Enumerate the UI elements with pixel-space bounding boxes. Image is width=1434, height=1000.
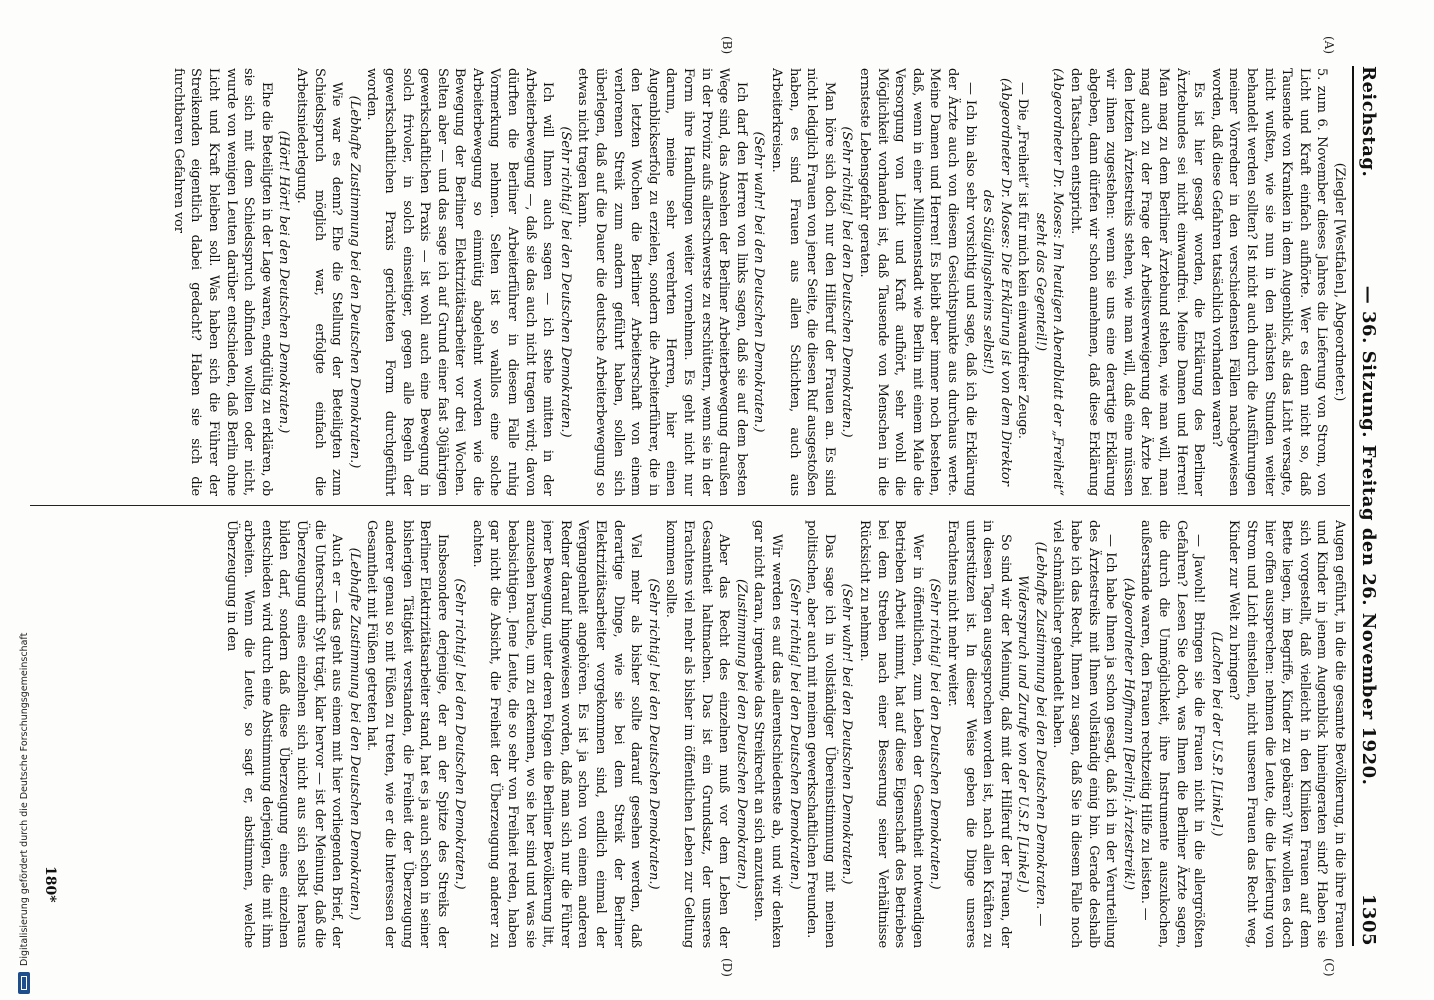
paragraph: So sind wir der Meinung, daß mit der Hilferuf der Frauen, der in diesen Tagen ausgesprochen worden ist, nach allen Kräften zu unterstützen ist. In dieser Weise geben die Dinge unseres Erachtens nicht mehr weiter. — [944, 520, 1013, 948]
paragraph: — Jawohl! Bringen sie die Frauen nicht in die allergrößten Gefahren? Lesen Sie doch, was Ihnen die Berliner Ärzte sagen, die durch die Unmöglichkeit, ihre Instrumente auszukochen, außerstande waren, den Frauen rechtzeitig Hilfe zu leisten. — — [1138, 520, 1207, 948]
interjection: (Sehr richtig! bei den Deutschen Demokraten.) — [786, 578, 802, 890]
paragraph: Wir werden es auf das allerentschiedenste ab, und wir denken gar nicht daran, irgendwie das Streikrecht an sich anzutasten. — [751, 520, 784, 948]
margin-marker-c: (C) — [1322, 958, 1336, 977]
header-rule — [1352, 66, 1354, 946]
paragraph: Insbesondere derjenige, der an der Spitze des Streiks der Berliner Elektrizitätsarbeiter stand, hat es ja auch schon in seiner bisherigen Tätigkeit verstanden, die Freiheit der Überzeugung anderer genau so mit Füßen zu treten, wie er die Interessen der Gesamtheit mit Füßen getreten hat. — [364, 520, 450, 948]
header-title: — 36. Sitzung. Freitag den 26. November 1920. — [1358, 285, 1379, 786]
interjection: (Hört! Hört! bei den Deutschen Demokraten.) — [276, 130, 292, 434]
interjection: (Abgeordneter Dr. Moses: Die Erklärung ist von dem Direktor des Säuglingsheims selbst!) — [980, 78, 1013, 486]
interjection: (Sehr richtig! bei den Deutschen Demokraten.) — [839, 126, 855, 438]
paragraph: Man höre sich doch nur den Hilferuf der Frauen an. Es sind nicht lediglich Frauen von jener Seite, die diesen Ruf ausgestoßen haben, es sind Frauen aus allen Schichten, auch aus Arbeiterkreisen. — [769, 68, 837, 496]
paragraph: Viel mehr als bisher sollte darauf gesehen werden, daß derartige Dinge, wie sie bei dem Streik der Berliner Elektrizitätsarbeiter vorgekommen sind, endlich einmal der Vergangenheit angehören. Es ist ja schon von einem anderen Redner darauf hingewiesen worden, daß man sich nur die Führer jener Bewegung, unter deren Folgen die Berliner Bevölkerung litt, anzusehen brauche, um zu erkennen, wo sie her sind und was sie beabsichtigen. Jene Leute, die so sehr von Freiheit reden, haben gar nicht die Absicht, die Freiheit der Überzeugung anderer zu achten. — [469, 520, 644, 948]
paragraph: — Ich bin also sehr vorsichtig und sage, daß ich die Erklärung der Ärzte auch von diesem Gesichtspunkte aus durchaus werte. Meine Damen und Herren! Es bleibt aber immer noch bestehen, daß, wenn in einer Millionenstadt wie Berlin mit einem Male die Versorgung von Licht und Kraft aufhört, sehr wohl die Möglichkeit vorhanden ist, daß Tausende von Menschen in die ernsteste Lebensgefahr geraten. — [856, 68, 978, 496]
paragraph: Das sage ich in vollständiger Übereinstimmung mit meinen politischen, aber auch mit meinen gewerkschaftlichen Freunden. — [804, 520, 837, 948]
interjection: (Sehr wahr! bei den Deutschen Demokraten.) — [751, 131, 767, 433]
paragraph: Wie war es denn? Ehe die Stellung der Beteiligten zum Schiedsspruch möglich war, erfolgte einfach die Arbeitsniederlegung. — [293, 68, 345, 496]
paragraph: Aber das Recht des einzelnen muß vor dem Leben der Gesamtheit haltmachen. Das ist ein Grundsatz, der unseres Erachtens viel mehr als bisher im öffentlichen Leben zur Geltung kommen sollte. — [663, 520, 732, 948]
digitization-credit — [0, 604, 30, 1000]
footer-number: 180* — [42, 866, 58, 903]
interjection: (Zustimmung bei den Deutschen Demokraten.) — [733, 578, 749, 890]
page-number: 1305 — [1358, 893, 1379, 946]
paragraph: Ehe die Beteiligten in der Lage waren, endgültig zu erklären, ob sie sich mit dem Schiedsspruch abfinden wollten oder nicht, wurde von wenigen Leuten darüber entschieden, daß Berlin ohne Licht und Kraft bleiben soll. Was haben sich die Führer der Streikenden eigentlich dabei gedacht? Haben sie sich die furchtbaren Gefahren vor — [170, 68, 274, 496]
paragraph: — Die „Freiheit“ ist für mich kein einwandfreier Zeuge. — [1015, 82, 1031, 439]
interjection: (Abgeordneter Dr. Moses: Im heutigen Abendblatt der „Freiheit“ steht das Gegenteil!) — [1032, 68, 1066, 496]
interjection: (Lebhafte Zustimmung bei den Deutschen Demokraten.) — [346, 547, 362, 921]
margin-marker-d: (D) — [720, 958, 734, 977]
interjection: (Lebhafte Zustimmung bei den Deutschen Demokraten.) — [346, 95, 362, 469]
dfg-logo-icon — [18, 972, 30, 994]
left-column — [30, 68, 1348, 496]
interjection: (Lachen bei der U.S.P. [Linke].) — [1208, 631, 1224, 837]
credit-text: Digitalisierung gefördert durch die Deutsche Forschungsgemeinschaft — [18, 632, 30, 966]
margin-marker-a: (A) — [1322, 36, 1336, 55]
header-left: Reichstag. — [1358, 66, 1379, 178]
paragraph: Wer in öffentlichen, zum Leben der Gesamtheit notwendigen Betrieben Arbeit nimmt, hat auf diese Eigenschaft des Betriebes bei dem Streben nach einer Besserung seiner Verhältnisse Rücksicht zu nehmen. — [856, 520, 925, 948]
paragraph: 5. zum 6. November dieses Jahres die Lieferung von Strom, von Licht und Kraft einfach aufhörte. Wer es denn nicht so, daß Tausende von Kranken in dem Augenblick, als das Licht versagte, nicht wußten, wie sie nun in den nächsten Stunden weiter behandelt werden sollten? Ist nicht auch durch die Ausführungen meiner Vorredner in den verschiedensten Fällen nachgewiesen worden, daß diese Gefahren tatsächlich vorhanden waren? — [1208, 68, 1330, 496]
interjection: (Sehr richtig! bei den Deutschen Demokraten.) — [645, 578, 661, 890]
paragraph: Augen geführt, in die die gesamte Bevölkerung, in die ihre Frauen und Kinder in jenem Augenblick hineingeraten sind? Haben sie sich vorgestellt, daß vielleicht in den Kliniken Frauen auf dem Bette liegen, im Begriffe, Kinder zu gebären? Wir wollen es doch hier offen aussprechen: nehmen die Leute, die die Lieferung von Strom und Licht einstellen, nicht unseren Frauen das Recht weg, Kinder zur Welt zu bringen? — [1226, 520, 1347, 948]
interjection: (Sehr richtig! bei den Deutschen Demokraten.) — [927, 578, 943, 890]
paragraph: Es ist hier gesagt worden, die Erklärung des Berliner Ärztebundes sei nicht einwandfrei. Meine Damen und Herren! Man mag zu dem Berliner Ärztebund stehen, wie man will, man mag auch zu der Frage der Arbeitsverweigerung der Ärzte bei den letzten Ärztestreiks stehen, wie man will, daß eine müssen wir ihnen zugestehen: wenn sie uns eine derartige Erklärung abgeben, dann dürfen wir schon annehmen, daß diese Erklärung den Tatsachen entspricht. — [1068, 68, 1207, 496]
interjection: (Sehr wahr! bei den Deutschen Demokraten.) — [839, 583, 855, 885]
paragraph: Ich will Ihnen auch sagen — ich stehe mitten in der Arbeiterbewegung —, daß sie das auch nicht tragen wird; davon dürften die Berliner Arbeiterführer in diesem Falle ruhig Vormerkung nehmen. Selten ist so wahllos eine solche Arbeiterbewegung so einmütig abgelehnt worden wie die Bewegung der Berliner Elektrizitätsarbeiter vor drei Wochen. Selten aber — und das sage ich auf Grund einer fast 30jährigen gewerkschaftlichen Praxis — ist wohl auch eine Bewegung in solch frivoler, in solch einseitiger, gegen alle Regeln der gewerkschaftlichen Praxis gerichteten Form durchgeführt worden. — [364, 68, 556, 496]
paragraph: Auch er — das geht aus einem mit hier vorliegenden Brief, der die Unterschrift Sylt trägt, klar hervor — ist der Meinung, daß die Überzeugung eines einzelnen sich nicht aus sich selbst heraus bilden darf, sondern daß diese Überzeugung eines einzelnen entschieden wird durch eine Abstimmung derjenigen, die mit ihm arbeiten. Wenn die Leute, so sagt er, abstimmen, welche Überzeugung in den — [223, 520, 345, 948]
column-divider — [30, 505, 1350, 506]
paragraph: — Ich habe Ihnen ja schon gesagt, daß ich in der Verurteilung des Ärztestreiks mit Ihnen vollständig einig bin. Gerade deshalb habe ich das Recht, Ihnen zu sagen, daß Sie in diesem Falle noch viel schmählicher gehandelt haben. — [1050, 520, 1119, 948]
interjection: (Abgeordneter Hoffmann [Berlin]: Ärztestreik!) — [1120, 577, 1136, 891]
interjection: (Sehr richtig! bei den Deutschen Demokraten.) — [452, 578, 468, 890]
interjection: (Sehr richtig! bei den Deutschen Demokraten.) — [557, 126, 573, 438]
interjection: (Lebhafte Zustimmung bei den Deutschen Demokraten. — Widerspruch und Zurufe von der U.S.P. [Linke].) — [1015, 541, 1048, 927]
margin-marker-b: (B) — [720, 36, 734, 55]
right-column — [30, 520, 1348, 948]
speaker-line: (Ziegler [Westfalen], Abgeordneter.) — [1332, 162, 1347, 402]
paragraph: Ich darf den Herren von links sagen, daß sie auf dem besten Wege sind, das Ansehen der Berliner Arbeiterbewegung draußen in der Provinz aufs allerschwerste zu erschüttern, wenn sie in der Form ihre Handlungen weiter vornehmen. Es geht nicht nur darum, meine sehr verehrten Herren, hier einen Augenblickserfolg zu erzielen, sondern die Arbeiterführer, die in den letzten Wochen die Berliner Arbeiterschaft von einem verlorenen Streik zum andern geführt haben, sollen sich überlegen, daß auf die Dauer die deutsche Arbeiterbewegung so etwas nicht tragen kann. — [575, 68, 749, 496]
page-header — [1358, 66, 1404, 946]
